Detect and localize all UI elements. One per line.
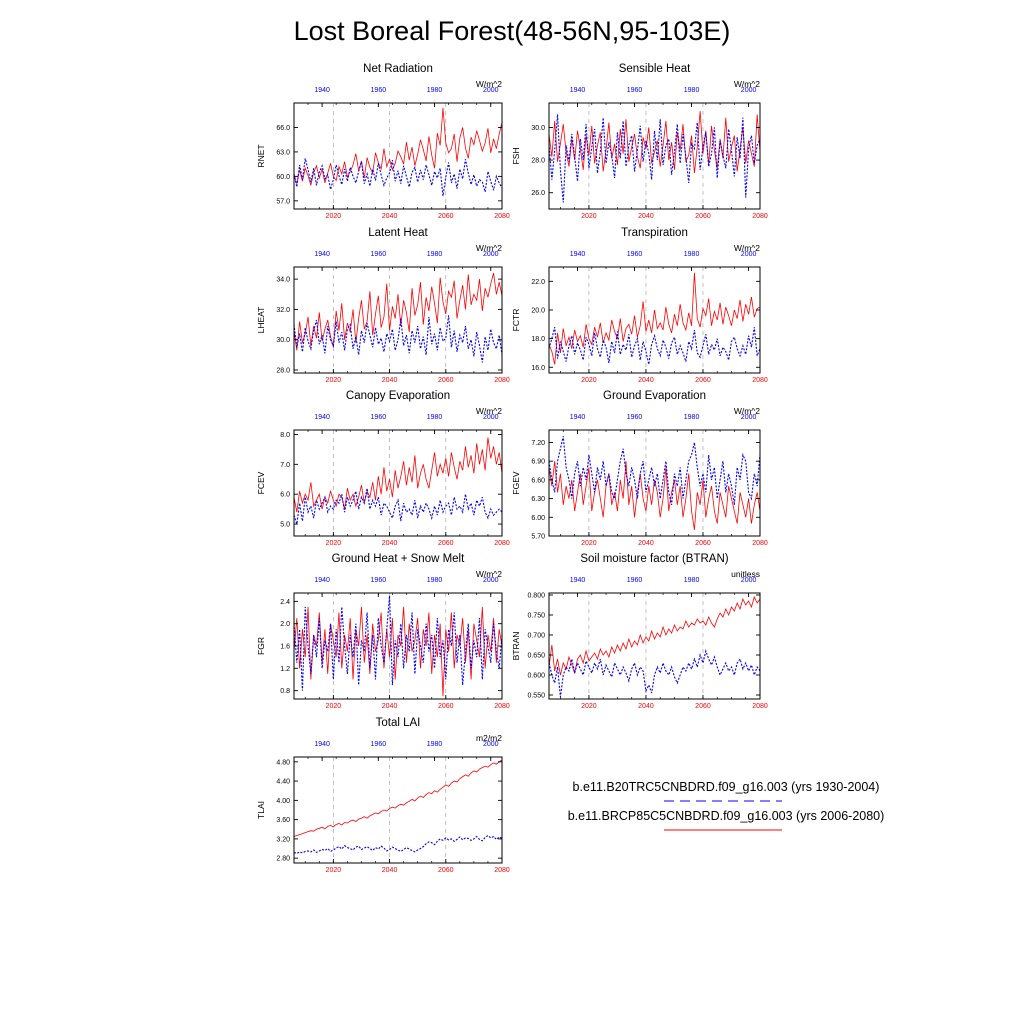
panel-tlai-xtick-label-2040: 2040 bbox=[381, 867, 398, 874]
panel-tlai-series-historical bbox=[294, 836, 502, 854]
panel-fsh-xtick-label-2060: 2060 bbox=[695, 213, 711, 220]
panel-fcev-xtick-label-2080: 2080 bbox=[494, 540, 510, 547]
panel-fgr-xtick-label-2040: 2040 bbox=[381, 703, 398, 710]
panel-fctr-frame bbox=[549, 267, 760, 373]
panel-fcev-xtick-label-2040: 2040 bbox=[381, 540, 398, 547]
panel-fsh-units: W/m^2 bbox=[733, 79, 760, 89]
panel-fctr-ytick-label: 18.0 bbox=[531, 336, 545, 344]
panel-rnet-ylabel: RNET bbox=[256, 144, 266, 168]
panel-fsh-ylabel: FSH bbox=[511, 147, 521, 165]
panel-lheat-xtick-label-2060: 2060 bbox=[437, 377, 454, 384]
panel-fcev-series-historical bbox=[294, 488, 502, 524]
panel-fgr-ytick-label: 2.0 bbox=[280, 621, 290, 629]
panel-btran-ytick-label: 0.550 bbox=[527, 692, 545, 700]
panel-lheat-ytick-label: 30.0 bbox=[276, 337, 290, 345]
panel-fcev-ytick-label: 6.0 bbox=[280, 491, 290, 499]
panel-lheat-ytick-label: 32.0 bbox=[276, 306, 290, 314]
panel-fcev-xtop-tick-label-2000: 2000 bbox=[482, 414, 499, 421]
panel-fgev-xtop-tick-label-1960: 1960 bbox=[626, 414, 643, 421]
panel-fctr-ytick-label: 22.0 bbox=[531, 278, 545, 286]
panel-fsh-xtop-tick-label-2000: 2000 bbox=[740, 87, 757, 94]
panel-fgev-ytick-label: 6.60 bbox=[531, 477, 545, 485]
panel-fgev-xtick-label-2040: 2040 bbox=[638, 540, 654, 547]
panel-fgev bbox=[511, 390, 768, 547]
panel-tlai-ytick-label: 3.20 bbox=[276, 836, 290, 844]
panel-fgev-units: W/m^2 bbox=[733, 406, 760, 416]
panel-fgr-frame bbox=[294, 593, 502, 699]
panel-btran-xtop-tick-label-1980: 1980 bbox=[683, 577, 700, 584]
panel-rnet-ytick-label: 66.0 bbox=[276, 124, 290, 132]
panel-btran-xtick-label-2080: 2080 bbox=[752, 703, 768, 710]
panel-fctr-xtop-tick-label-1960: 1960 bbox=[626, 251, 643, 258]
legend bbox=[568, 780, 885, 830]
panel-lheat-ytick-label: 34.0 bbox=[276, 276, 290, 284]
panel-btran-ytick-label: 0.750 bbox=[527, 612, 545, 620]
panel-fctr-xtop-tick-label-2000: 2000 bbox=[740, 251, 757, 258]
panel-fgr-xtick-label-2060: 2060 bbox=[437, 703, 454, 710]
panel-fcev-xtop-tick-label-1960: 1960 bbox=[370, 414, 387, 421]
panel-fgev-ytick-label: 5.70 bbox=[531, 533, 545, 541]
panel-fgr-title: Ground Heat + Snow Melt bbox=[331, 553, 465, 565]
panel-btran-xtick-label-2060: 2060 bbox=[695, 703, 711, 710]
panel-tlai-xtop-tick-label-1980: 1980 bbox=[426, 741, 443, 748]
panel-fgr-ytick-label: 1.2 bbox=[280, 665, 290, 673]
panel-fgr-xtick-label-2020: 2020 bbox=[325, 703, 342, 710]
panel-rnet-frame bbox=[294, 103, 502, 209]
panel-rnet-xtick-label-2080: 2080 bbox=[494, 213, 510, 220]
panel-tlai-ytick-label: 3.60 bbox=[276, 817, 290, 825]
panel-lheat-series-historical bbox=[294, 315, 502, 362]
panel-btran-ytick-label: 0.600 bbox=[527, 672, 545, 680]
panel-btran-xtick-label-2020: 2020 bbox=[581, 703, 597, 710]
panel-rnet-ytick-label: 63.0 bbox=[276, 149, 290, 157]
panel-fcev bbox=[256, 390, 510, 547]
panel-tlai-ytick-label: 4.00 bbox=[276, 797, 290, 805]
legend-label-historical: b.e11.B20TRC5CNBDRD.f09_g16.003 (yrs 1930-2004) bbox=[572, 780, 880, 794]
figure-title: Lost Boreal Forest(48-56N,95-103E) bbox=[293, 16, 731, 46]
panel-tlai-xtick-label-2020: 2020 bbox=[325, 867, 342, 874]
panel-fgev-ytick-label: 6.30 bbox=[531, 496, 545, 504]
panel-fctr-xtop-tick-label-1980: 1980 bbox=[683, 251, 700, 258]
panel-fgr-xtop-tick-label-1940: 1940 bbox=[314, 577, 330, 584]
panel-lheat-xtop-tick-label-2000: 2000 bbox=[482, 251, 499, 258]
panel-rnet-title: Net Radiation bbox=[363, 63, 433, 75]
panel-lheat-xtick-label-2040: 2040 bbox=[381, 377, 398, 384]
panel-fcev-title: Canopy Evaporation bbox=[345, 390, 451, 402]
panel-fgr-xtop-tick-label-2000: 2000 bbox=[482, 577, 499, 584]
panel-rnet-xtop-tick-label-1980: 1980 bbox=[426, 87, 443, 94]
panel-fsh-ytick-label: 30.0 bbox=[531, 124, 545, 132]
panel-btran-units: unitless bbox=[731, 569, 760, 579]
panel-btran-ytick-label: 0.650 bbox=[527, 652, 545, 660]
panel-lheat-xtop-tick-label-1960: 1960 bbox=[370, 251, 387, 258]
panels bbox=[256, 63, 768, 874]
panel-fctr-xtick-label-2020: 2020 bbox=[581, 377, 597, 384]
panel-lheat bbox=[256, 227, 510, 384]
panel-btran-xtop-tick-label-2000: 2000 bbox=[740, 577, 757, 584]
panel-lheat-frame bbox=[294, 267, 502, 373]
panel-fgev-xtick-label-2080: 2080 bbox=[752, 540, 768, 547]
panel-lheat-xtick-label-2020: 2020 bbox=[325, 377, 342, 384]
panel-lheat-xtop-tick-label-1980: 1980 bbox=[426, 251, 443, 258]
panel-btran-series-future bbox=[549, 597, 760, 675]
panel-fgr-ytick-label: 1.6 bbox=[280, 643, 290, 651]
panel-tlai-xtop-tick-label-1960: 1960 bbox=[370, 741, 387, 748]
panel-fctr-ylabel: FCTR bbox=[511, 308, 521, 332]
panel-fgr-xtick-label-2080: 2080 bbox=[494, 703, 510, 710]
panel-fcev-xtop-tick-label-1980: 1980 bbox=[426, 414, 443, 421]
panel-fsh-xtop-tick-label-1980: 1980 bbox=[683, 87, 700, 94]
panel-rnet-series-future bbox=[294, 108, 502, 185]
panel-btran-title: Soil moisture factor (BTRAN) bbox=[580, 553, 729, 565]
panel-fcev-units: W/m^2 bbox=[475, 406, 502, 416]
panel-fctr-xtop-tick-label-1940: 1940 bbox=[569, 251, 586, 258]
panel-rnet-units: W/m^2 bbox=[475, 79, 502, 89]
panel-fcev-ytick-label: 7.0 bbox=[280, 461, 290, 469]
panel-fsh-xtick-label-2020: 2020 bbox=[581, 213, 597, 220]
panel-fgev-xtop-tick-label-1940: 1940 bbox=[569, 414, 586, 421]
panel-fctr-ytick-label: 20.0 bbox=[531, 307, 545, 315]
panel-fcev-ytick-label: 5.0 bbox=[280, 521, 290, 529]
panel-fgr-ytick-label: 0.8 bbox=[280, 688, 290, 696]
panel-lheat-ytick-label: 28.0 bbox=[276, 367, 290, 375]
panel-fcev-xtop-tick-label-1940: 1940 bbox=[314, 414, 330, 421]
panel-rnet-series-historical bbox=[294, 158, 502, 196]
panel-lheat-xtop-tick-label-1940: 1940 bbox=[314, 251, 330, 258]
panel-fctr-xtick-label-2060: 2060 bbox=[695, 377, 711, 384]
panel-fctr-ytick-label: 16.0 bbox=[531, 364, 545, 372]
panel-fgr-xtop-tick-label-1960: 1960 bbox=[370, 577, 387, 584]
panel-fsh-xtop-tick-label-1960: 1960 bbox=[626, 87, 643, 94]
panel-fctr bbox=[511, 227, 768, 384]
panel-tlai-ytick-label: 2.80 bbox=[276, 855, 290, 863]
panel-lheat-units: W/m^2 bbox=[475, 243, 502, 253]
panel-rnet-xtop-tick-label-2000: 2000 bbox=[482, 87, 499, 94]
panel-fgev-xtop-tick-label-1980: 1980 bbox=[683, 414, 700, 421]
panel-btran-ytick-label: 0.800 bbox=[527, 592, 545, 600]
panel-tlai-xtick-label-2080: 2080 bbox=[494, 867, 510, 874]
panel-tlai-ytick-label: 4.80 bbox=[276, 759, 290, 767]
panel-lheat-title: Latent Heat bbox=[368, 227, 428, 239]
panel-fgev-ytick-label: 6.00 bbox=[531, 514, 545, 522]
panel-tlai-ylabel: TLAI bbox=[256, 801, 266, 819]
panel-rnet-xtick-label-2020: 2020 bbox=[325, 213, 342, 220]
panel-rnet-xtop-tick-label-1940: 1940 bbox=[314, 87, 330, 94]
panel-btran bbox=[511, 553, 768, 710]
panel-fgr-units: W/m^2 bbox=[475, 569, 502, 579]
panel-fsh-xtick-label-2040: 2040 bbox=[638, 213, 654, 220]
panel-btran-frame bbox=[549, 593, 760, 699]
panel-btran-ytick-label: 0.700 bbox=[527, 632, 545, 640]
panel-fgev-xtick-label-2020: 2020 bbox=[581, 540, 597, 547]
panel-fgev-series-future bbox=[549, 461, 760, 530]
panel-fgev-xtop-tick-label-2000: 2000 bbox=[740, 414, 757, 421]
panel-tlai-xtick-label-2060: 2060 bbox=[437, 867, 454, 874]
legend-label-future: b.e11.BRCP85C5CNBDRD.f09_g16.003 (yrs 2006-2080) bbox=[567, 809, 885, 823]
panel-btran-ylabel: BTRAN bbox=[511, 631, 521, 661]
panel-fgr-series-future bbox=[294, 607, 502, 696]
panel-fctr-title: Transpiration bbox=[621, 227, 688, 239]
panel-lheat-xtick-label-2080: 2080 bbox=[494, 377, 510, 384]
panel-fctr-xtick-label-2080: 2080 bbox=[752, 377, 768, 384]
panel-fctr-xtick-label-2040: 2040 bbox=[638, 377, 654, 384]
panel-fgev-ylabel: FGEV bbox=[511, 471, 521, 495]
panel-rnet bbox=[256, 63, 510, 220]
panel-fgr-ylabel: FGR bbox=[256, 637, 266, 655]
panel-fsh bbox=[511, 63, 768, 220]
panel-fctr-units: W/m^2 bbox=[733, 243, 760, 253]
panel-tlai-units: m2/m2 bbox=[476, 733, 502, 743]
panel-btran-xtop-tick-label-1940: 1940 bbox=[569, 577, 586, 584]
panel-fcev-frame bbox=[294, 430, 502, 536]
panel-tlai bbox=[256, 717, 510, 874]
panel-fsh-title: Sensible Heat bbox=[618, 63, 691, 75]
panel-fsh-ytick-label: 26.0 bbox=[531, 190, 545, 198]
panel-fsh-xtop-tick-label-1940: 1940 bbox=[569, 87, 586, 94]
panel-fctr-series-historical bbox=[549, 327, 760, 364]
panel-rnet-xtop-tick-label-1960: 1960 bbox=[370, 87, 387, 94]
panel-fgr bbox=[256, 553, 510, 710]
panel-fgr-ytick-label: 2.4 bbox=[280, 598, 290, 606]
panel-fgev-xtick-label-2060: 2060 bbox=[695, 540, 711, 547]
panel-tlai-xtop-tick-label-1940: 1940 bbox=[314, 741, 330, 748]
panel-tlai-xtop-tick-label-2000: 2000 bbox=[482, 741, 499, 748]
panel-tlai-series-future bbox=[294, 760, 502, 837]
panel-btran-xtop-tick-label-1960: 1960 bbox=[626, 577, 643, 584]
panel-fgev-ytick-label: 6.90 bbox=[531, 458, 545, 466]
panel-rnet-xtick-label-2060: 2060 bbox=[437, 213, 454, 220]
panel-btran-series-historical bbox=[549, 651, 760, 697]
panel-tlai-ytick-label: 4.40 bbox=[276, 778, 290, 786]
panel-fsh-ytick-label: 28.0 bbox=[531, 157, 545, 165]
panel-fgr-xtop-tick-label-1980: 1980 bbox=[426, 577, 443, 584]
panel-fsh-xtick-label-2080: 2080 bbox=[752, 213, 768, 220]
panel-rnet-ytick-label: 57.0 bbox=[276, 198, 290, 206]
panel-fcev-xtick-label-2060: 2060 bbox=[437, 540, 454, 547]
panel-lheat-ylabel: LHEAT bbox=[256, 306, 266, 334]
panel-rnet-xtick-label-2040: 2040 bbox=[381, 213, 398, 220]
panel-btran-xtick-label-2040: 2040 bbox=[638, 703, 654, 710]
panel-rnet-ytick-label: 60.0 bbox=[276, 173, 290, 181]
panel-fgev-series-historical bbox=[549, 436, 760, 505]
panel-fcev-ylabel: FCEV bbox=[256, 471, 266, 495]
panel-fcev-ytick-label: 8.0 bbox=[280, 431, 290, 439]
panel-tlai-title: Total LAI bbox=[375, 717, 421, 729]
panel-fgev-ytick-label: 7.20 bbox=[531, 439, 545, 447]
panel-fcev-xtick-label-2020: 2020 bbox=[325, 540, 342, 547]
panel-fgev-title: Ground Evaporation bbox=[603, 390, 706, 402]
